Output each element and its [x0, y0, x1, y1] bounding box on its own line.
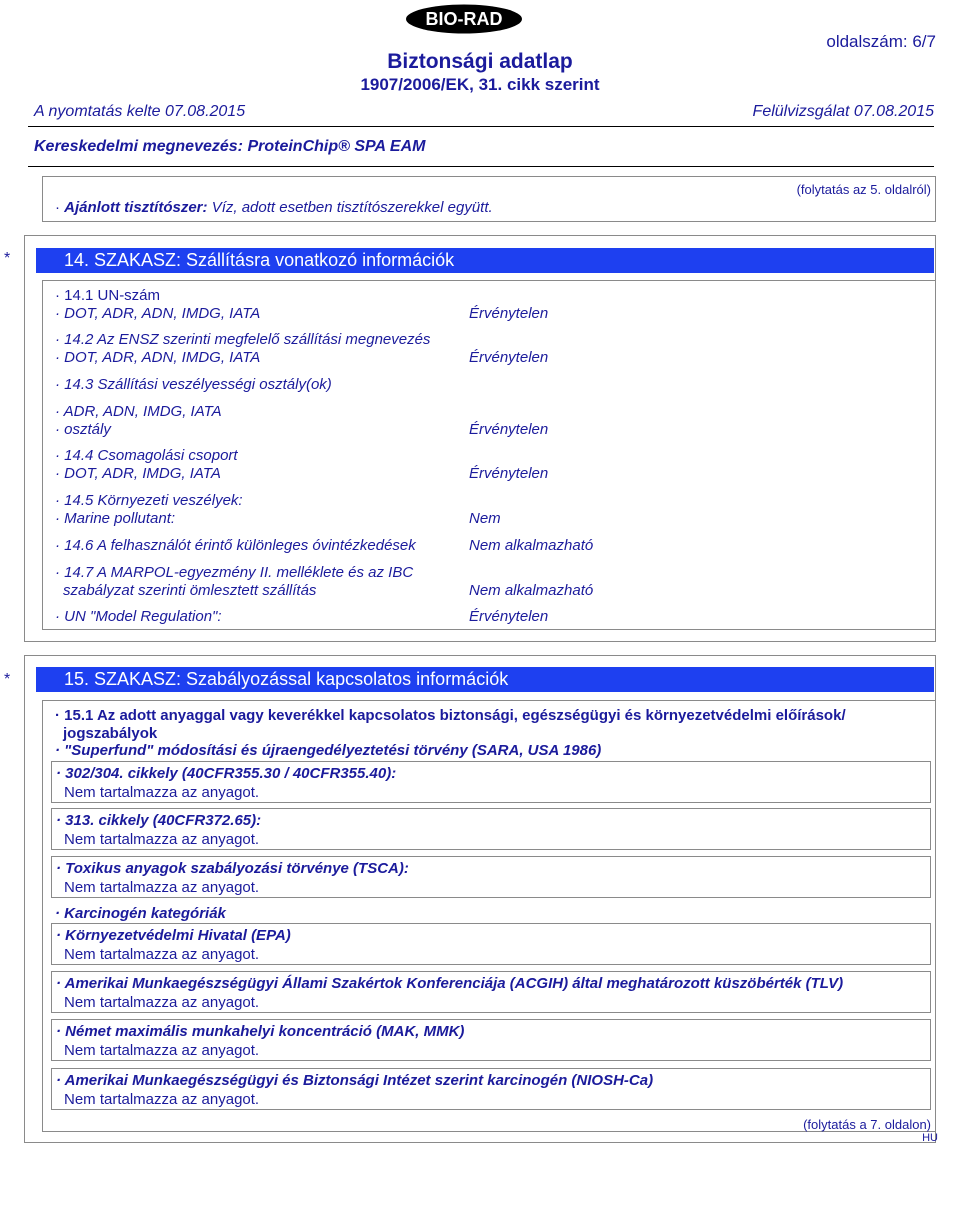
s15-block: [51, 856, 931, 898]
s15-carcinogen-heading: · Karcinogén kategóriák: [55, 905, 226, 922]
s14-row-value: Érvénytelen: [469, 421, 549, 438]
logo-text: BIO-RAD: [425, 9, 503, 29]
s14-row-label: · UN "Model Regulation":: [55, 608, 222, 625]
s15-block-heading: · Amerikai Munkaegészségügyi és Biztonsági Intézet szerint karcinogén (NIOSH-Ca): [56, 1072, 654, 1089]
s15-superfund: · "Superfund" módosítási és újraengedélyeztetési törvény (SARA, USA 1986): [55, 742, 602, 759]
s14-row-value: Érvénytelen: [469, 305, 549, 322]
s14-row-value: Érvénytelen: [469, 349, 549, 366]
s15-block-text: Nem tartalmazza az anyagot.: [64, 879, 260, 896]
s14-row-label: · Marine pollutant:: [55, 510, 176, 527]
s14-row-label: · 14.5 Környezeti veszélyek:: [55, 492, 243, 509]
s15-block-text: Nem tartalmazza az anyagot.: [64, 946, 260, 963]
s14-row-value: Nem alkalmazható: [469, 582, 594, 599]
section15-body: [42, 700, 936, 1132]
s14-row-label: · 14.2 Az ENSZ szerinti megfelelő szállítási megnevezés: [55, 331, 431, 348]
s14-row-label: · 14.7 A MARPOL-egyezmény II. melléklete és az IBC: [55, 564, 414, 581]
continued-from: (folytatás az 5. oldalról): [796, 182, 931, 197]
s15-block: [51, 971, 931, 1013]
s14-row-label: · osztály: [55, 421, 111, 438]
s15-block-heading: · Környezetvédelmi Hivatal (EPA): [56, 927, 291, 944]
header-divider: [28, 126, 934, 127]
s15-block: [51, 923, 931, 965]
s14-row-label: szabályzat szerinti ömlesztett szállítás: [63, 582, 317, 599]
s14-row-label: · DOT, ADR, ADN, IMDG, IATA: [55, 305, 261, 322]
section15-change-marker: *: [4, 671, 11, 688]
s15-block: [51, 808, 931, 850]
cleaning-agent-value: Víz, adott esetben tisztítószerekkel együtt.: [211, 199, 493, 216]
language-code: HU: [922, 1132, 938, 1144]
s15-intro-line2: jogszabályok: [63, 725, 158, 742]
s14-row-label: · 14.4 Csomagolási csoport: [55, 447, 238, 464]
continued-box: [42, 176, 936, 222]
cleaning-agent-label: Ajánlott tisztítószer:: [64, 199, 208, 216]
section14-title: 14. SZAKASZ: Szállításra vonatkozó információk: [36, 248, 934, 273]
continued-to: (folytatás a 7. oldalon): [803, 1117, 931, 1132]
s15-intro-line1: · 15.1 Az adott anyaggal vagy keverékkel kapcsolatos biztonsági, egészségügyi és környezetvédelmi előírások/: [55, 707, 846, 724]
s14-row-label: · 14.1 UN-szám: [55, 287, 161, 304]
trade-divider: [28, 166, 934, 167]
section14-body: [42, 280, 936, 630]
s15-block-text: Nem tartalmazza az anyagot.: [64, 1091, 260, 1108]
bullet: ·: [55, 199, 60, 216]
bio-rad-logo: [405, 4, 523, 34]
document-subtitle: 1907/2006/EK, 31. cikk szerint: [360, 75, 600, 94]
revision-date: Felülvizsgálat 07.08.2015: [752, 103, 934, 120]
section15-title: 15. SZAKASZ: Szabályozással kapcsolatos információk: [36, 667, 934, 692]
s14-row-label: · 14.6 A felhasználót érintő különleges óvintézkedések: [55, 537, 416, 554]
s14-row-label: · DOT, ADR, ADN, IMDG, IATA: [55, 349, 261, 366]
section14-change-marker: *: [4, 250, 11, 267]
s14-row-label: · 14.3 Szállítási veszélyességi osztály(ok): [55, 376, 332, 393]
s15-block-heading: · Amerikai Munkaegészségügyi Állami Szakértok Konferenciája (ACGIH) által meghatározott küszöbérték (TLV): [56, 975, 844, 992]
s15-block-heading: · Toxikus anyagok szabályozási törvénye (TSCA):: [56, 860, 409, 877]
s15-block: [51, 1068, 931, 1110]
s14-row-value: Érvénytelen: [469, 608, 549, 625]
s15-block-text: Nem tartalmazza az anyagot.: [64, 784, 260, 801]
s14-row-value: Nem alkalmazható: [469, 537, 594, 554]
s14-row-value: Érvénytelen: [469, 465, 549, 482]
document-title: Biztonsági adatlap: [387, 50, 573, 73]
s15-block-heading: · Német maximális munkahelyi koncentráció (MAK, MMK): [56, 1023, 465, 1040]
s15-block-heading: · 313. cikkely (40CFR372.65):: [56, 812, 262, 829]
page-number: oldalszám: 6/7: [826, 32, 936, 51]
s14-row-label: · DOT, ADR, IMDG, IATA: [55, 465, 221, 482]
s15-block: [51, 1019, 931, 1061]
print-date: A nyomtatás kelte 07.08.2015: [34, 103, 246, 120]
s15-block-text: Nem tartalmazza az anyagot.: [64, 831, 260, 848]
s14-row-label: · ADR, ADN, IMDG, IATA: [55, 403, 222, 420]
s14-row-value: Nem: [469, 510, 501, 527]
s15-block-text: Nem tartalmazza az anyagot.: [64, 1042, 260, 1059]
s15-block: [51, 761, 931, 803]
cleaning-agent-row: [55, 199, 493, 216]
trade-name: Kereskedelmi megnevezés: ProteinChip® SPA EAM: [34, 138, 426, 155]
s15-block-heading: · 302/304. cikkely (40CFR355.30 / 40CFR355.40):: [56, 765, 397, 782]
s15-block-text: Nem tartalmazza az anyagot.: [64, 994, 260, 1011]
